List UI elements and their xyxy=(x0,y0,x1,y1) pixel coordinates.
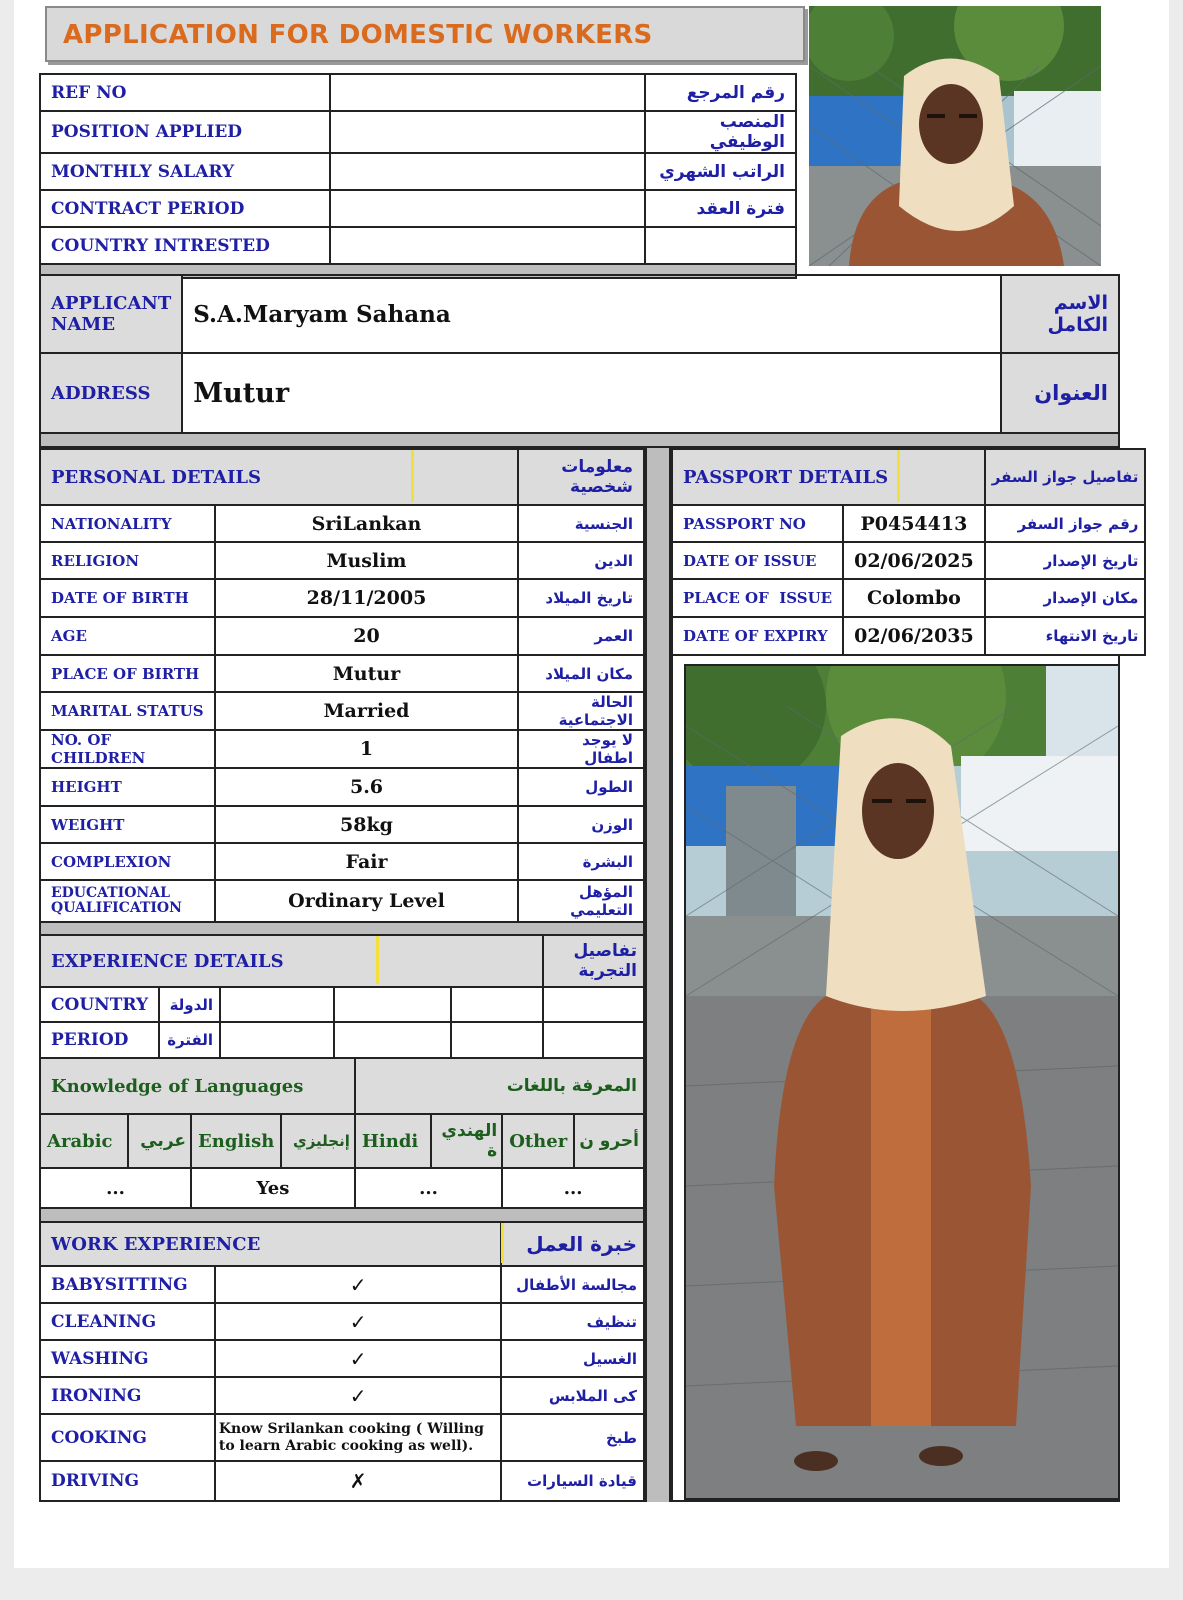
language-hindi-label: Hindi xyxy=(355,1114,431,1168)
monthly-salary-label-ar: الراتب الشهري xyxy=(645,153,796,190)
divider-row xyxy=(40,1208,644,1222)
ref-no-value xyxy=(330,74,645,111)
applicant-name-value: S.A.Maryam Sahana xyxy=(182,275,1001,353)
work-experience-heading-text: WORK EXPERIENCE xyxy=(51,1233,261,1255)
language-arabic-label-ar: عربي xyxy=(128,1114,192,1168)
table-row xyxy=(40,1461,644,1501)
table-row xyxy=(40,153,796,190)
table-row xyxy=(40,843,644,880)
applicant-name-label-ar: الاسم الكامل xyxy=(1001,275,1119,353)
work-experience-table xyxy=(39,1221,645,1502)
portrait-illustration xyxy=(809,6,1101,266)
table-row xyxy=(40,74,796,111)
column-divider xyxy=(645,448,671,1502)
height-label: HEIGHT xyxy=(40,768,215,806)
date-of-birth-label: DATE OF BIRTH xyxy=(40,579,215,617)
passport-no-label-ar: رقم جواز السفر xyxy=(985,505,1146,542)
address-label: ADDRESS xyxy=(40,353,182,433)
monthly-salary-value xyxy=(330,153,645,190)
language-other-label-ar: أحرو ن xyxy=(574,1114,644,1168)
passport-no-label: PASSPORT NO xyxy=(672,505,843,542)
religion-value: Muslim xyxy=(215,542,519,579)
passport-details-heading-text: PASSPORT DETAILS xyxy=(683,466,889,488)
period-label: PERIOD xyxy=(40,1022,159,1058)
ref-no-label-ar: رقم المرجع xyxy=(645,74,796,111)
address-value: Mutur xyxy=(182,353,1001,433)
marital-status-label: MARITAL STATUS xyxy=(40,692,215,730)
yellow-marker xyxy=(411,450,414,502)
date-of-expiry-value: 02/06/2035 xyxy=(843,617,985,655)
date-of-expiry-label: DATE OF EXPIRY xyxy=(672,617,843,655)
divider xyxy=(40,433,1119,447)
contract-period-label-ar: فترة العقد xyxy=(645,190,796,227)
education-label-ar: المؤهل التعليمي xyxy=(518,880,644,922)
table-row xyxy=(40,1022,644,1058)
experience-cell xyxy=(451,1022,543,1058)
yellow-marker xyxy=(376,936,379,984)
table-row xyxy=(40,275,1119,353)
passport-details-heading xyxy=(672,449,985,505)
age-value: 20 xyxy=(215,617,519,655)
children-label-ar: لا يوجد اطفال xyxy=(518,730,644,768)
photo-column-frame xyxy=(671,656,1120,1502)
age-label-ar: العمر xyxy=(518,617,644,655)
personal-details-table xyxy=(39,448,645,937)
date-of-issue-label: DATE OF ISSUE xyxy=(672,542,843,579)
language-other-label: Other xyxy=(502,1114,574,1168)
children-value: 1 xyxy=(215,730,519,768)
experience-cell xyxy=(334,1022,451,1058)
experience-details-heading-text: EXPERIENCE DETAILS xyxy=(51,950,284,972)
section-header-row xyxy=(40,1058,644,1114)
passport-details-table xyxy=(671,448,1146,656)
applicant-name-label: APPLICANT NAME xyxy=(40,275,182,353)
weight-value: 58kg xyxy=(215,806,519,843)
table-row xyxy=(672,617,1145,655)
section-header-row xyxy=(40,935,644,987)
table-row xyxy=(40,227,796,264)
table-row xyxy=(40,617,644,655)
work-experience-heading xyxy=(40,1222,501,1266)
driving-cross-icon: ✗ xyxy=(215,1461,502,1501)
place-of-birth-label: PLACE OF BIRTH xyxy=(40,655,215,692)
divider-row xyxy=(40,433,1119,447)
table-row xyxy=(40,1340,644,1377)
experience-details-heading xyxy=(40,935,543,987)
table-row xyxy=(40,1377,644,1414)
personal-details-heading-ar: معلومات شخصية xyxy=(518,449,644,505)
experience-cell xyxy=(451,987,543,1022)
divider xyxy=(40,1208,644,1222)
language-arabic-value: ... xyxy=(40,1168,191,1208)
table-row xyxy=(40,655,644,692)
nationality-label-ar: الجنسية xyxy=(518,505,644,542)
experience-cell xyxy=(220,987,334,1022)
table-row xyxy=(40,542,644,579)
weight-label: WEIGHT xyxy=(40,806,215,843)
country-interested-label: COUNTRY INTRESTED xyxy=(40,227,330,264)
cooking-label-ar: طبخ xyxy=(501,1414,644,1461)
date-of-birth-value: 28/11/2005 xyxy=(215,579,519,617)
personal-details-heading xyxy=(40,449,518,505)
marital-status-value: Married xyxy=(215,692,519,730)
marital-status-label-ar: الحالة الاجتماعية xyxy=(518,692,644,730)
country-label: COUNTRY xyxy=(40,987,159,1022)
table-row xyxy=(40,353,1119,433)
table-row xyxy=(40,111,796,153)
experience-cell xyxy=(334,987,451,1022)
section-header-row xyxy=(40,1222,644,1266)
contract-period-label: CONTRACT PERIOD xyxy=(40,190,330,227)
babysitting-label-ar: مجالسة الأطفال xyxy=(501,1266,644,1303)
place-of-issue-label: PLACE OF ISSUE xyxy=(672,579,843,617)
country-interested-value xyxy=(330,227,645,264)
experience-cell xyxy=(543,987,644,1022)
personal-details-heading-text: PERSONAL DETAILS xyxy=(51,466,262,488)
date-of-issue-value: 02/06/2025 xyxy=(843,542,985,579)
applicant-table xyxy=(39,274,1120,448)
experience-details-heading-ar: تفاصيل التجربة xyxy=(543,935,644,987)
section-header-row xyxy=(672,449,1145,505)
nationality-value: SriLankan xyxy=(215,505,519,542)
children-label: NO. OF CHILDREN xyxy=(40,730,215,768)
complexion-label: COMPLEXION xyxy=(40,843,215,880)
languages-table xyxy=(39,1057,645,1223)
table-row xyxy=(40,768,644,806)
language-english-label: English xyxy=(191,1114,281,1168)
table-row xyxy=(40,880,644,922)
work-experience-heading-ar: خبرة العمل xyxy=(501,1222,644,1266)
education-label: EDUCATIONAL QUALIFICATION xyxy=(40,880,215,922)
table-row xyxy=(40,987,644,1022)
washing-label: WASHING xyxy=(40,1340,215,1377)
complexion-value: Fair xyxy=(215,843,519,880)
cleaning-label: CLEANING xyxy=(40,1303,215,1340)
education-value: Ordinary Level xyxy=(215,880,519,922)
ironing-label: IRONING xyxy=(40,1377,215,1414)
ironing-check-icon: ✓ xyxy=(215,1377,502,1414)
position-applied-label-ar: المنصب الوظيفي xyxy=(645,111,796,153)
passport-no-value: P0454413 xyxy=(843,505,985,542)
top-info-table xyxy=(39,73,797,279)
babysitting-check-icon: ✓ xyxy=(215,1266,502,1303)
position-applied-value xyxy=(330,111,645,153)
religion-label-ar: الدين xyxy=(518,542,644,579)
nationality-label: NATIONALITY xyxy=(40,505,215,542)
table-row xyxy=(40,1266,644,1303)
language-other-value: ... xyxy=(502,1168,644,1208)
table-row xyxy=(40,692,644,730)
experience-cell xyxy=(543,1022,644,1058)
weight-label-ar: الوزن xyxy=(518,806,644,843)
applicant-portrait-photo xyxy=(809,6,1101,266)
languages-heading: Knowledge of Languages xyxy=(40,1058,355,1114)
height-label-ar: الطول xyxy=(518,768,644,806)
place-of-birth-label-ar: مكان الميلاد xyxy=(518,655,644,692)
age-label: AGE xyxy=(40,617,215,655)
table-row xyxy=(672,579,1145,617)
period-label-ar: الفترة xyxy=(159,1022,220,1058)
contract-period-value xyxy=(330,190,645,227)
yellow-marker xyxy=(897,450,900,502)
experience-details-table xyxy=(39,934,645,1059)
table-row xyxy=(40,505,644,542)
language-hindi-label-ar: الهندي ة xyxy=(431,1114,503,1168)
table-row xyxy=(40,730,644,768)
table-row xyxy=(40,579,644,617)
languages-heading-ar: المعرفة باللغات xyxy=(355,1058,644,1114)
place-of-issue-label-ar: مكان الإصدار xyxy=(985,579,1146,617)
washing-label-ar: الغسيل xyxy=(501,1340,644,1377)
driving-label: DRIVING xyxy=(40,1461,215,1501)
table-row xyxy=(40,1414,644,1461)
religion-label: RELIGION xyxy=(40,542,215,579)
position-applied-label: POSITION APPLIED xyxy=(40,111,330,153)
date-of-expiry-label-ar: تاريخ الانتهاء xyxy=(985,617,1146,655)
table-row xyxy=(40,1168,644,1208)
place-of-issue-value: Colombo xyxy=(843,579,985,617)
table-row xyxy=(40,1114,644,1168)
page-title: APPLICATION FOR DOMESTIC WORKERS xyxy=(63,20,653,50)
table-row xyxy=(40,1303,644,1340)
country-interested-label-ar xyxy=(645,227,796,264)
yellow-marker xyxy=(501,1223,504,1263)
cooking-label: COOKING xyxy=(40,1414,215,1461)
washing-check-icon: ✓ xyxy=(215,1340,502,1377)
table-row xyxy=(672,542,1145,579)
country-label-ar: الدولة xyxy=(159,987,220,1022)
table-row xyxy=(672,505,1145,542)
language-english-value: Yes xyxy=(191,1168,355,1208)
cleaning-check-icon: ✓ xyxy=(215,1303,502,1340)
passport-details-heading-ar: تفاصيل جواز السفر xyxy=(985,449,1146,505)
language-hindi-value: ... xyxy=(355,1168,502,1208)
section-header-row xyxy=(40,449,644,505)
ironing-label-ar: كى الملابس xyxy=(501,1377,644,1414)
date-of-birth-label-ar: تاريخ الميلاد xyxy=(518,579,644,617)
complexion-label-ar: البشرة xyxy=(518,843,644,880)
language-english-label-ar: إنجليزي xyxy=(281,1114,355,1168)
place-of-birth-value: Mutur xyxy=(215,655,519,692)
title-bar xyxy=(45,6,805,62)
cooking-value: Know Srilankan cooking ( Willing to learn Arabic cooking as well). xyxy=(215,1414,502,1461)
experience-cell xyxy=(220,1022,334,1058)
ref-no-label: REF NO xyxy=(40,74,330,111)
address-label-ar: العنوان xyxy=(1001,353,1119,433)
table-row xyxy=(40,190,796,227)
height-value: 5.6 xyxy=(215,768,519,806)
date-of-issue-label-ar: تاريخ الإصدار xyxy=(985,542,1146,579)
babysitting-label: BABYSITTING xyxy=(40,1266,215,1303)
driving-label-ar: قيادة السيارات xyxy=(501,1461,644,1501)
monthly-salary-label: MONTHLY SALARY xyxy=(40,153,330,190)
cleaning-label-ar: تنظيف xyxy=(501,1303,644,1340)
table-row xyxy=(40,806,644,843)
language-arabic-label: Arabic xyxy=(40,1114,128,1168)
